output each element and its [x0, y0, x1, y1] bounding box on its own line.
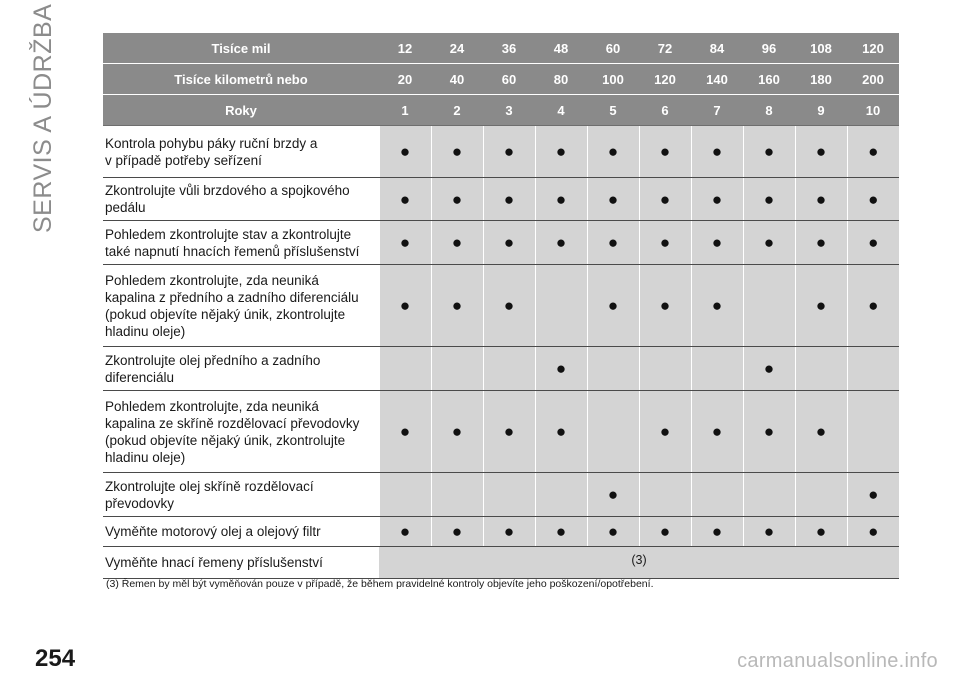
empty-cell [587, 391, 639, 473]
header-row [103, 95, 899, 126]
empty-cell [379, 347, 431, 391]
service-mark: ● [847, 473, 899, 517]
service-mark: ● [483, 517, 535, 547]
service-mark: ● [847, 178, 899, 221]
operation-label-line: Pohledem zkontrolujte, zda neuniká [105, 272, 319, 288]
empty-cell [379, 473, 431, 517]
operation-label-line: Vyměňte motorový olej a olejový filtr [105, 524, 321, 539]
service-mark: ● [691, 391, 743, 473]
service-mark: ● [795, 517, 847, 547]
empty-cell [483, 473, 535, 517]
empty-cell [639, 347, 691, 391]
header-value: 100 [587, 64, 639, 95]
header-value: 6 [639, 95, 691, 126]
service-mark: ● [431, 126, 483, 178]
service-mark: ● [743, 347, 795, 391]
service-mark: ● [483, 265, 535, 347]
header-value: 140 [691, 64, 743, 95]
operation-label [103, 265, 379, 347]
service-mark: ● [587, 265, 639, 347]
operation-label-line: (pokud objevíte nějaký únik, zkontrolujte [105, 432, 346, 448]
table-row [103, 221, 899, 265]
empty-cell [431, 473, 483, 517]
watermark: carmanualsonline.info [737, 650, 938, 672]
service-mark: ● [639, 221, 691, 265]
service-mark: ● [535, 178, 587, 221]
service-mark: ● [535, 391, 587, 473]
header-value: 4 [535, 95, 587, 126]
service-mark: ● [691, 126, 743, 178]
header-value: 84 [691, 33, 743, 64]
table-row [103, 473, 899, 517]
service-mark: ● [483, 126, 535, 178]
service-mark: ● [431, 265, 483, 347]
header-value: 24 [431, 33, 483, 64]
header-value: 80 [535, 64, 587, 95]
operation-label-line: hladinu oleje) [105, 323, 186, 339]
service-mark: ● [691, 178, 743, 221]
empty-cell [639, 473, 691, 517]
header-value: 120 [639, 64, 691, 95]
service-mark: ● [691, 517, 743, 547]
table-row [103, 265, 899, 347]
service-mark: ● [847, 517, 899, 547]
header-value: 1 [379, 95, 431, 126]
section-title-text: SERVIS A ÚDRŽBA [29, 3, 57, 233]
service-mark: ● [743, 126, 795, 178]
service-mark: ● [483, 221, 535, 265]
service-mark: ● [379, 391, 431, 473]
operation-label-line: kapalina ze skříně rozdělovací převodovky [105, 415, 360, 431]
operation-label [103, 221, 379, 265]
header-value: 3 [483, 95, 535, 126]
operation-label-line: Pohledem zkontrolujte, zda neuniká [105, 398, 319, 414]
service-mark: ● [639, 517, 691, 547]
table-row [103, 517, 899, 547]
header-value: 40 [431, 64, 483, 95]
empty-cell [795, 473, 847, 517]
service-mark: ● [795, 265, 847, 347]
table-row [103, 391, 899, 473]
table-row [103, 547, 899, 579]
schedule-table-body [103, 33, 899, 579]
footnote-reference: (3) [379, 547, 899, 579]
header-label: Tisíce mil [103, 33, 379, 64]
operation-label-line: Zkontrolujte olej předního a zadního [105, 352, 321, 368]
service-mark: ● [639, 265, 691, 347]
empty-cell [587, 347, 639, 391]
service-mark: ● [379, 221, 431, 265]
operation-label-line: Pohledem zkontrolujte stav a zkontrolujte [105, 226, 352, 242]
service-mark: ● [587, 221, 639, 265]
header-value: 20 [379, 64, 431, 95]
operation-label-line: v případě potřeby seřízení [105, 152, 262, 168]
header-row [103, 64, 899, 95]
operation-label-line: také napnutí hnacích řemenů příslušenství [105, 243, 360, 259]
operation-label-line: hladinu oleje) [105, 449, 186, 465]
header-value: 5 [587, 95, 639, 126]
header-value: 10 [847, 95, 899, 126]
service-mark: ● [639, 178, 691, 221]
operation-label [103, 547, 379, 579]
operation-label [103, 391, 379, 473]
service-mark: ● [587, 473, 639, 517]
service-mark: ● [795, 178, 847, 221]
service-mark: ● [639, 126, 691, 178]
service-mark: ● [379, 178, 431, 221]
service-mark: ● [379, 265, 431, 347]
operation-label [103, 473, 379, 517]
service-mark: ● [431, 517, 483, 547]
service-mark: ● [743, 221, 795, 265]
header-label: Roky [103, 95, 379, 126]
service-mark: ● [379, 517, 431, 547]
empty-cell [535, 473, 587, 517]
header-label: Tisíce kilometrů nebo [103, 64, 379, 95]
service-mark: ● [431, 221, 483, 265]
maintenance-schedule-table [103, 33, 899, 579]
header-value: 60 [587, 33, 639, 64]
empty-cell [483, 347, 535, 391]
section-title [28, 3, 78, 233]
service-mark: ● [483, 178, 535, 221]
header-value: 9 [795, 95, 847, 126]
service-mark: ● [587, 517, 639, 547]
operation-label-line: kapalina z předního a zadního diferenciálu [105, 289, 359, 305]
service-mark: ● [691, 265, 743, 347]
service-mark: ● [587, 126, 639, 178]
service-mark: ● [379, 126, 431, 178]
table-row [103, 347, 899, 391]
operation-label-line: Kontrola pohybu páky ruční brzdy a [105, 135, 318, 151]
header-value: 180 [795, 64, 847, 95]
header-value: 48 [535, 33, 587, 64]
service-mark: ● [691, 221, 743, 265]
header-value: 120 [847, 33, 899, 64]
service-mark: ● [795, 126, 847, 178]
header-value: 160 [743, 64, 795, 95]
header-value: 108 [795, 33, 847, 64]
service-mark: ● [795, 221, 847, 265]
service-mark: ● [535, 347, 587, 391]
empty-cell [795, 347, 847, 391]
operation-label-line: pedálu [105, 200, 146, 215]
service-mark: ● [743, 178, 795, 221]
operation-label-line: Vyměňte hnací řemeny příslušenství [105, 555, 323, 570]
header-value: 2 [431, 95, 483, 126]
header-row [103, 33, 899, 64]
service-mark: ● [847, 265, 899, 347]
service-mark: ● [847, 126, 899, 178]
operation-label-line: Zkontrolujte olej skříně rozdělovací [105, 478, 314, 494]
service-mark: ● [847, 221, 899, 265]
operation-label-line: převodovky [105, 495, 175, 511]
empty-cell [691, 473, 743, 517]
empty-cell [847, 391, 899, 473]
empty-cell [535, 265, 587, 347]
empty-cell [691, 347, 743, 391]
operation-label-line: Zkontrolujte vůli brzdového a spojkového [105, 183, 350, 198]
service-mark: ● [743, 517, 795, 547]
operation-label [103, 517, 379, 547]
empty-cell [431, 347, 483, 391]
empty-cell [743, 473, 795, 517]
header-value: 60 [483, 64, 535, 95]
operation-label [103, 126, 379, 178]
service-mark: ● [431, 391, 483, 473]
operation-label-line: (pokud objevíte nějaký únik, zkontrolujte [105, 306, 346, 322]
service-mark: ● [535, 126, 587, 178]
header-value: 96 [743, 33, 795, 64]
page-number: 254 [35, 645, 76, 672]
header-value: 12 [379, 33, 431, 64]
service-mark: ● [743, 391, 795, 473]
operation-label-line: diferenciálu [105, 369, 175, 385]
header-value: 36 [483, 33, 535, 64]
operation-label [103, 347, 379, 391]
service-mark: ● [639, 391, 691, 473]
table-row [103, 126, 899, 178]
service-mark: ● [483, 391, 535, 473]
service-mark: ● [535, 517, 587, 547]
header-value: 72 [639, 33, 691, 64]
header-value: 7 [691, 95, 743, 126]
table-row [103, 178, 899, 221]
header-value: 8 [743, 95, 795, 126]
service-mark: ● [535, 221, 587, 265]
header-value: 200 [847, 64, 899, 95]
service-mark: ● [431, 178, 483, 221]
service-mark: ● [795, 391, 847, 473]
service-mark: ● [587, 178, 639, 221]
empty-cell [847, 347, 899, 391]
empty-cell [743, 265, 795, 347]
operation-label [103, 178, 379, 221]
footnote: (3) Řemen by měl být vyměňován pouze v případě, že během pravidelné kontroly objevíte jeho poškození/opotřebení. [106, 578, 654, 590]
